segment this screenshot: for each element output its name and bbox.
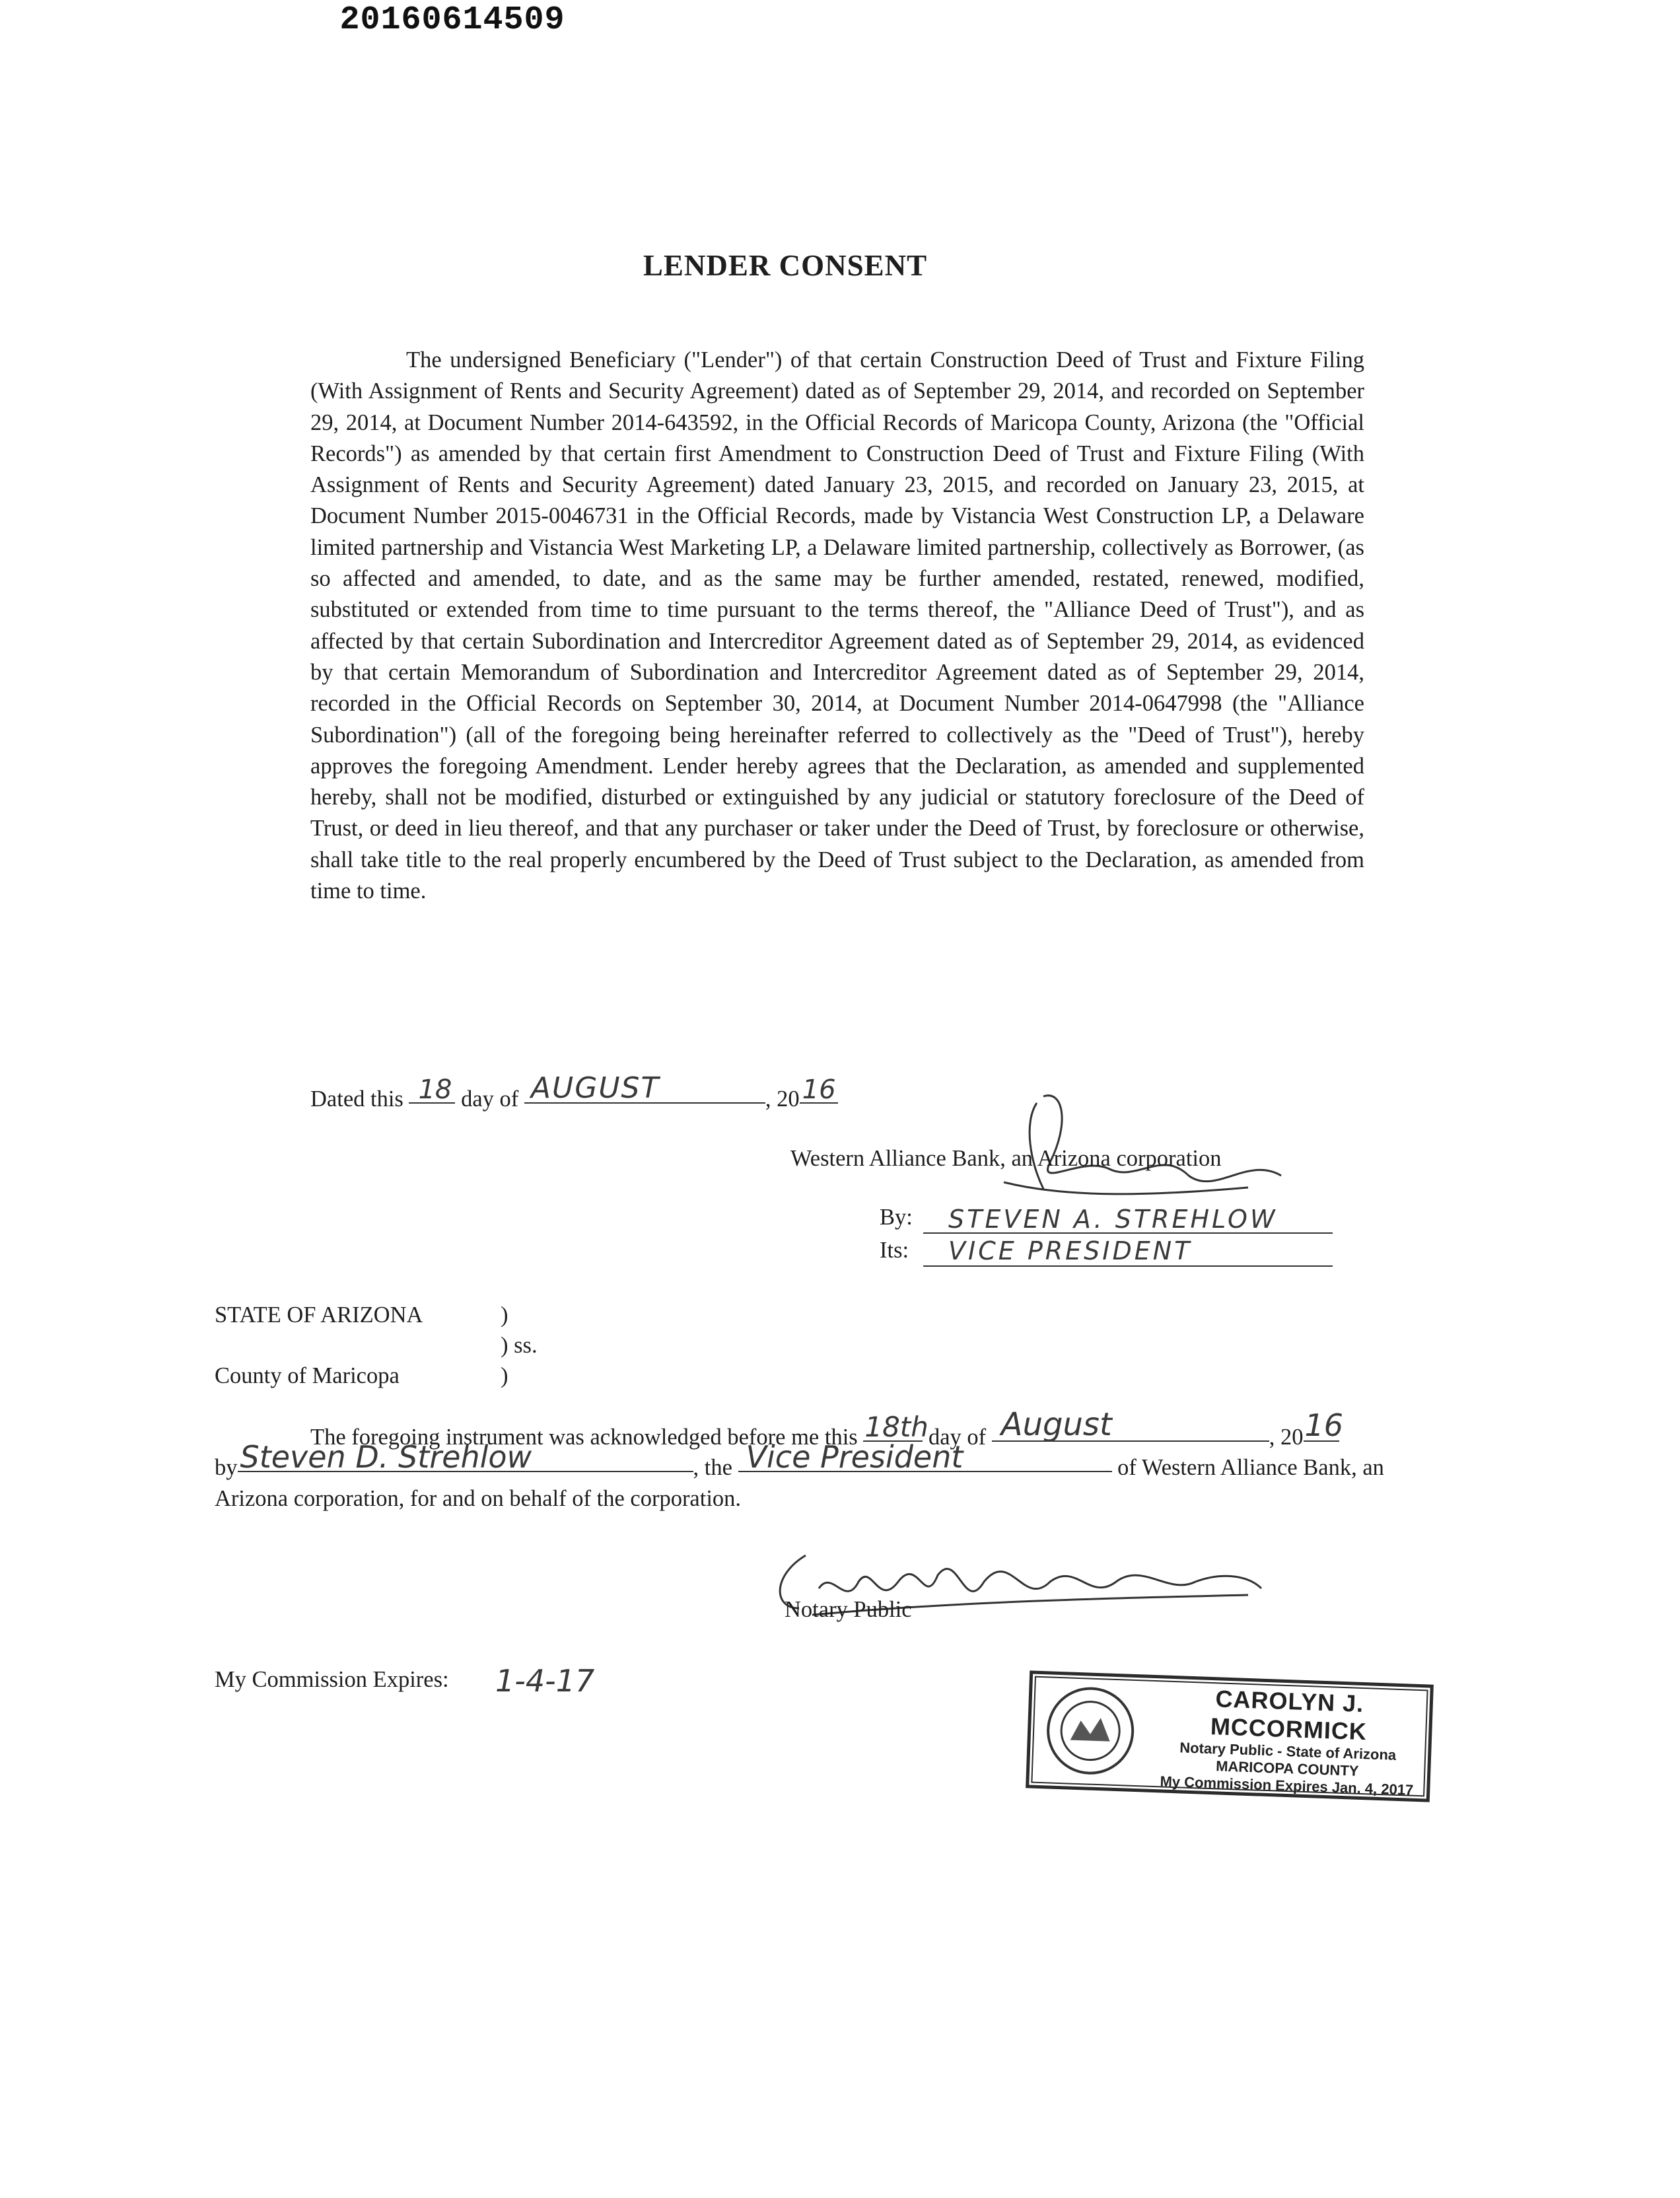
signer-name-handwritten: STEVEN A. STREHLOW [948,1205,1278,1234]
dated-prefix: Dated this [310,1086,403,1112]
arizona-seal-icon [1039,1683,1142,1779]
signer-title-handwritten: VICE PRESIDENT [948,1236,1193,1265]
ack-year-prefix: , 20 [1269,1425,1304,1450]
dated-month-handwritten: AUGUST [530,1071,660,1105]
ack-signer-handwritten: Steven D. Strehlow [240,1439,532,1475]
ack-month-handwritten: August [1000,1406,1112,1443]
document-number: 20160614509 [339,1,565,39]
venue-ss: ) ss. [501,1333,538,1358]
stamp-text [1151,1683,1425,1799]
stamp-line-1: Notary Public - State of Arizona [1179,1739,1397,1763]
ack-title-handwritten: Vice President [746,1439,963,1475]
venue-paren-1: ) [501,1302,508,1328]
stamp-name: CAROLYN J. MCCORMICK [1210,1685,1368,1746]
dated-year-prefix: , 20 [765,1086,800,1112]
ack-line-3: Arizona corporation, for and on behalf of the corporation. [215,1486,742,1511]
ack-company: of Western Alliance Bank, an [1117,1455,1384,1480]
consent-body [310,345,1364,907]
consent-paragraph: The undersigned Beneficiary ("Lender") of that certain Construction Deed of Trust and Fixture Filing (With Assignment of Rents and Security Agreement) dated as of September 29, 2014, and recorded on September 29, 2014, at Document Number 2014-643592, in the Official Records of Maricopa County, Arizona (the "Official Records") as amended by that certain first Amendment to Construction Deed of Trust and Fixture Filing (With Assignment of Rents and Security Agreement) dated January 23, 2015, and recorded on January 23, 2015, at Document Number 2015-0046731 in the Official Records, made by Vistancia West Construction LP, a Delaware limited partnership and Vistancia West Marketing LP, a Delaware limited partnership, collectively as Borrower, (as so affected and amended, to date, and as the same may be further amended, restated, renewed, modified, substituted or extended from time to time pursuant to the terms thereof, the "Alliance Deed of Trust"), and as affected by that certain Subordination and Intercreditor Agreement dated as of September 29, 2014, as evidenced by that certain Memorandum of Subordination and Intercreditor Agreement dated as of September 29, 2014, recorded in the Official Records on September 30, 2014, at Document Number 2014-0647998 (the "Alliance Subordination") (all of the foregoing being hereinafter referred to collectively as the "Deed of Trust"), hereby approves the foregoing Amendment. Lender hereby agrees that the Declaration, as amended and supplemented hereby, shall not be modified, disturbed or extinguished by any judicial or statutory foreclosure of the Deed of Trust, or deed in lieu thereof, and that any purchaser or taker under the Deed of Trust, by foreclosure or otherwise, shall take title to the real properly encumbered by the Deed of Trust subject to the Declaration, as amended from time to time. [310,347,1364,904]
stamp-line-2: MARICOPA COUNTY [1215,1757,1359,1779]
venue-county: County of Maricopa [215,1363,400,1388]
dated-line [310,1071,838,1112]
lender-name: Western Alliance Bank, an Arizona corporation [790,1146,1222,1171]
document-title: LENDER CONSENT [643,249,928,282]
ack-day-handwritten: 18th [864,1411,928,1443]
dated-day-of: day of [461,1086,519,1112]
ack-by-label: by [215,1455,238,1480]
ack-prefix: The foregoing instrument was acknowledged before me this [310,1425,858,1450]
notary-public-label: Notary Public [785,1597,912,1622]
venue-state: STATE OF ARIZONA [215,1302,423,1328]
commission-label: My Commission Expires: [215,1667,449,1692]
dated-year-handwritten: 16 [802,1075,836,1105]
ack-day-of: day of [928,1425,987,1450]
by-label: By: [880,1205,913,1230]
ack-year-handwritten: 16 [1304,1407,1344,1443]
stamp-line-3: My Commission Expires Jan. 4, 2017 [1160,1773,1414,1798]
commission-date-handwritten: 1-4-17 [495,1663,595,1699]
ack-line-2 [215,1439,1384,1481]
its-label: Its: [880,1238,909,1263]
venue-paren-3: ) [501,1363,508,1388]
dated-day-handwritten: 18 [418,1075,452,1105]
ack-the-label: , the [693,1455,732,1480]
notary-stamp [1026,1670,1434,1802]
